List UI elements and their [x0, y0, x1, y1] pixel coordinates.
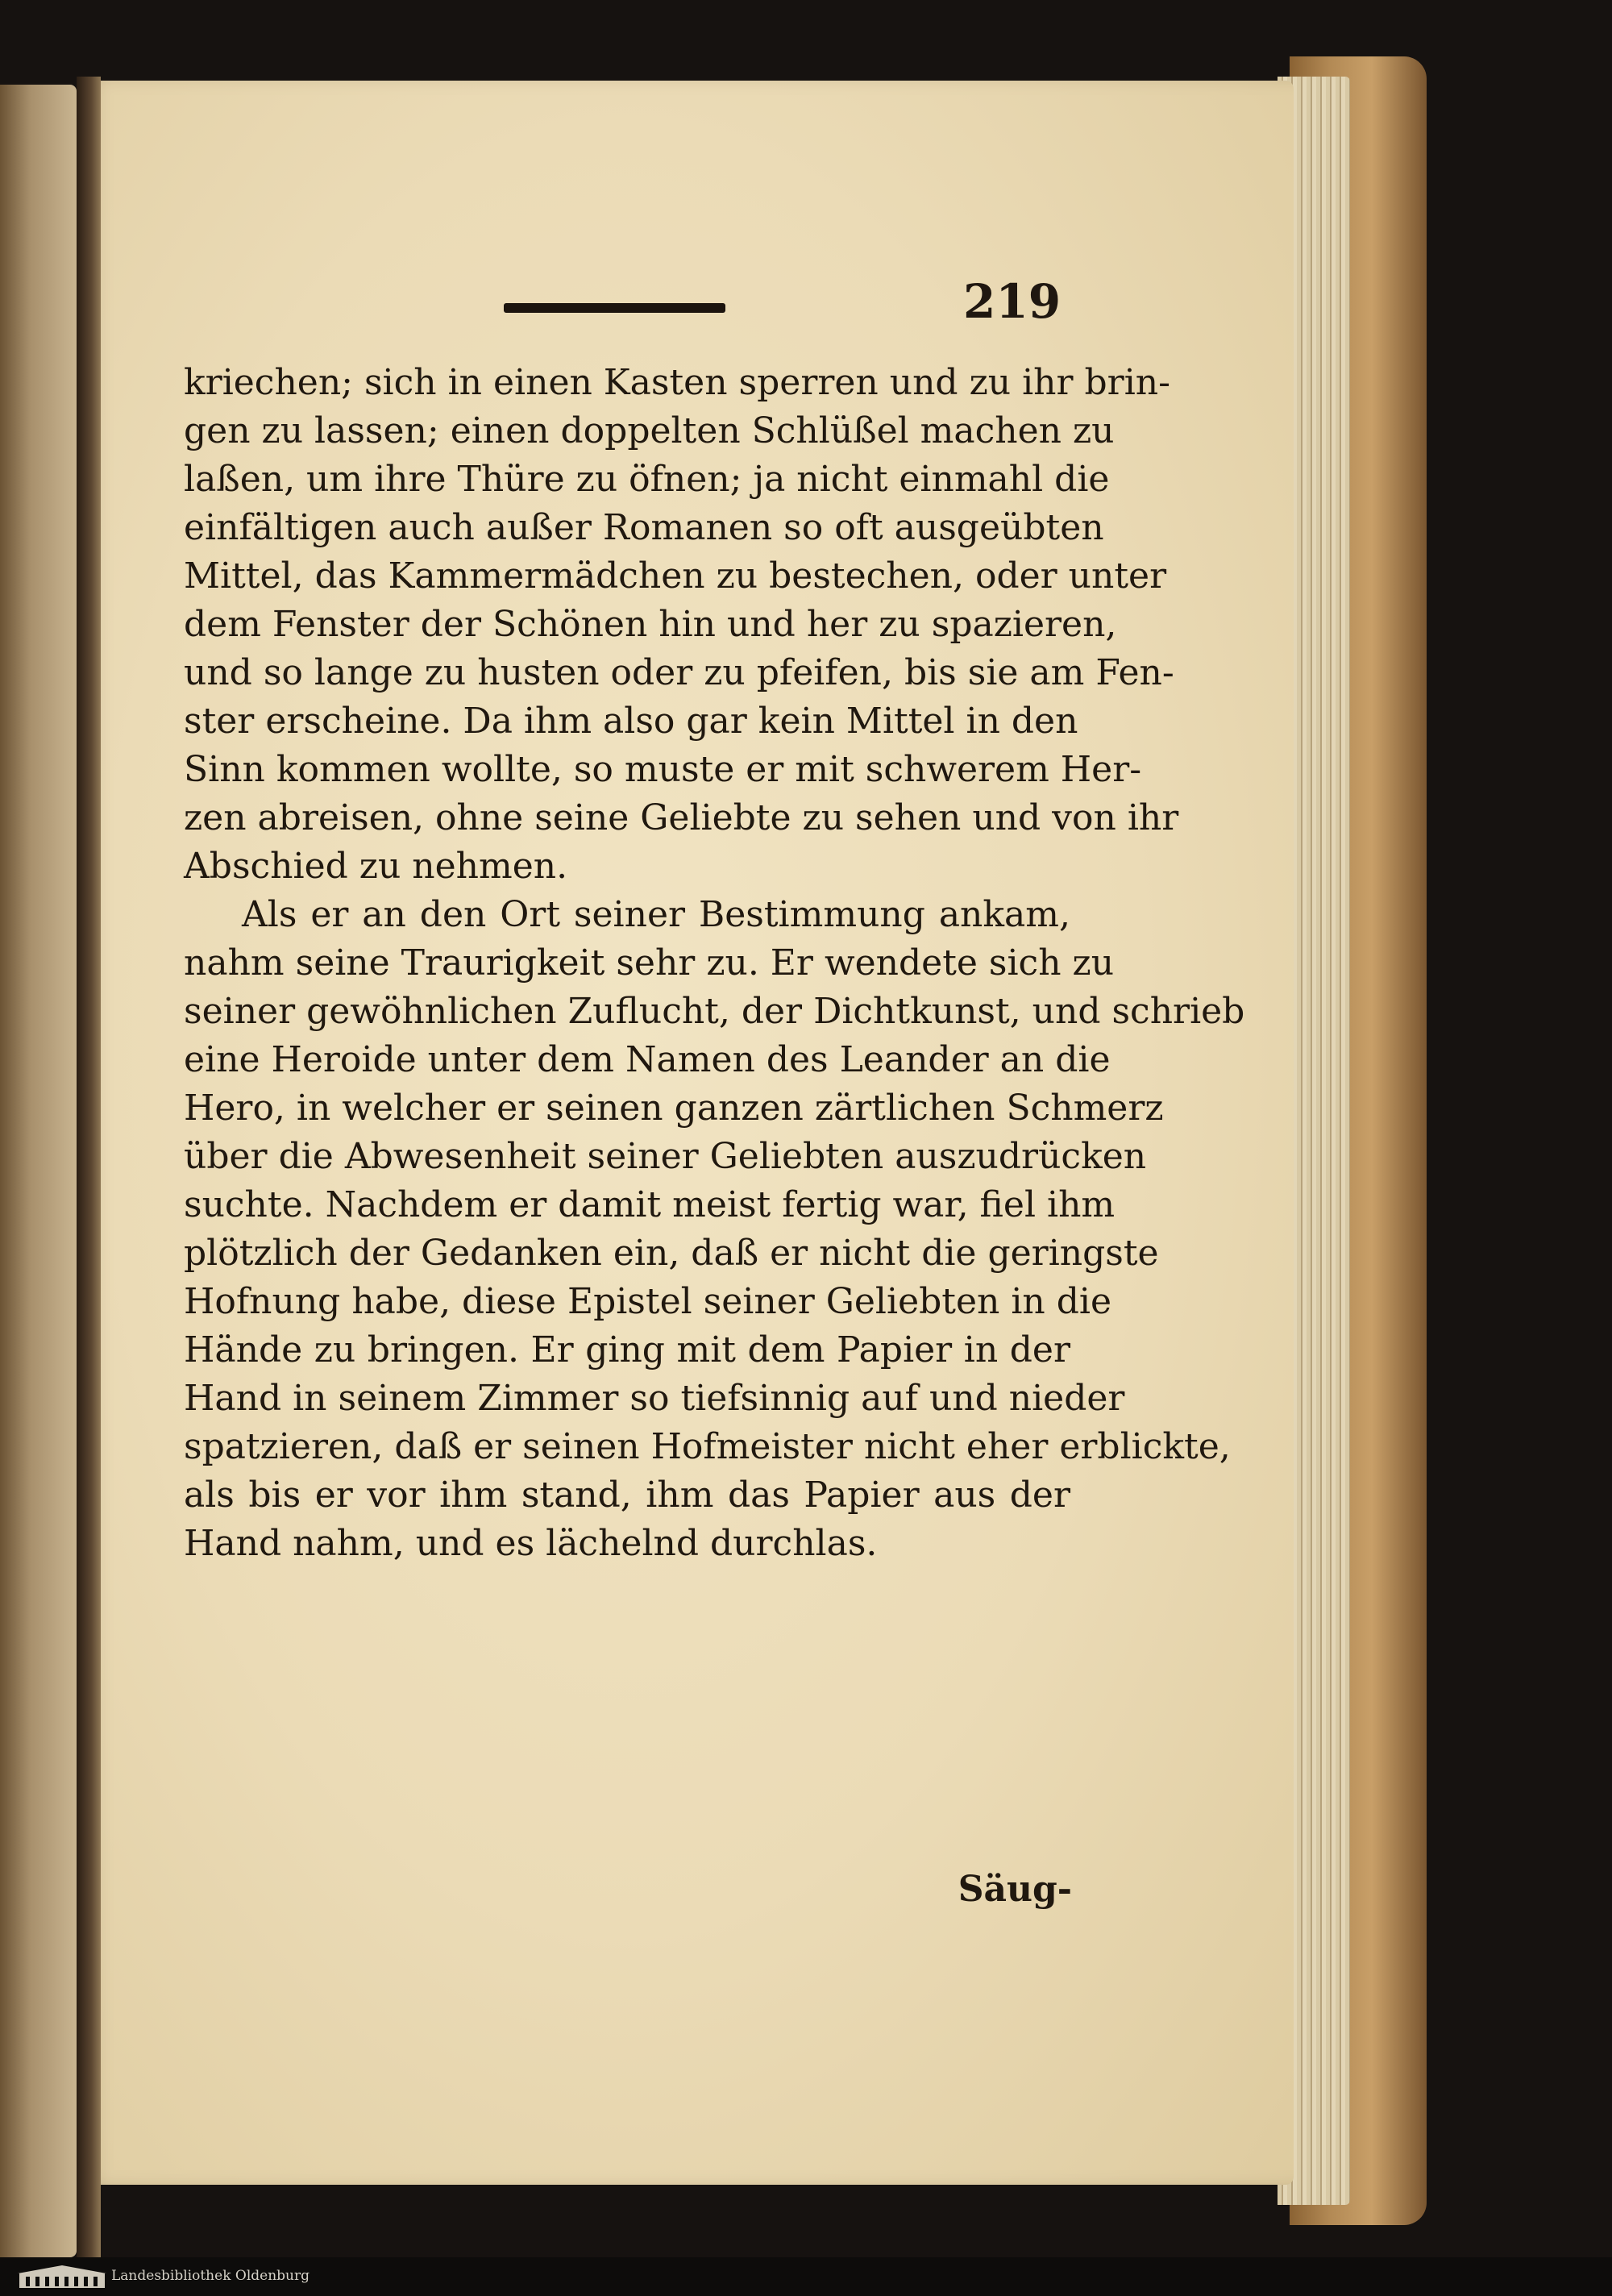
text-line: gen zu lassen; einen doppelten Schlüßel machen zu [184, 410, 1115, 451]
library-building-icon [18, 2264, 106, 2290]
text-line: über die Abwesenheit seiner Geliebten auszudrücken [184, 1136, 1147, 1177]
text-line: Hand in seinem Zimmer so tiefsinnig auf und nieder [184, 1378, 1125, 1419]
text-line: Als er an den Ort seiner Bestimmung ankam, [242, 894, 1070, 935]
library-name: Landesbibliothek Oldenburg [111, 2268, 310, 2284]
text-line: dem Fenster der Schönen hin und her zu spazieren, [184, 604, 1117, 645]
catchword: Säug- [958, 1869, 1072, 1910]
text-line: nahm seine Traurigkeit sehr zu. Er wendete sich zu [184, 942, 1115, 984]
text-line: spatzieren, daß er seinen Hofmeister nicht eher erblickte, [184, 1426, 1231, 1467]
text-line: Abschied zu nehmen. [184, 846, 568, 887]
text-line: Hand nahm, und es lächelnd durchlas. [184, 1523, 878, 1564]
book-gutter [77, 77, 101, 2261]
text-line: als bis er vor ihm stand, ihm das Papier aus der [184, 1475, 1070, 1516]
text-line: Hände zu bringen. Er ging mit dem Papier in der [184, 1329, 1070, 1371]
facing-page-edge [0, 85, 77, 2257]
text-line: und so lange zu husten oder zu pfeifen, bis sie am Fen- [184, 652, 1174, 693]
text-line: zen abreisen, ohne seine Geliebte zu sehen und von ihr [184, 797, 1179, 838]
text-line: ster erscheine. Da ihm also gar kein Mittel in den [184, 701, 1078, 742]
page-number: 219 [963, 274, 1062, 329]
footer-bar [0, 2257, 1612, 2296]
text-line: einfältigen auch außer Romanen so oft ausgeübten [184, 507, 1104, 548]
text-line: kriechen; sich in einen Kasten sperren und zu ihr brin- [184, 362, 1170, 403]
text-line: eine Heroide unter dem Namen des Leander an die [184, 1039, 1111, 1080]
header-rule [504, 303, 725, 313]
text-line: Mittel, das Kammermädchen zu bestechen, oder unter [184, 555, 1167, 597]
text-line: suchte. Nachdem er damit meist fertig war, fiel ihm [184, 1184, 1116, 1225]
text-line: laßen, um ihre Thüre zu öfnen; ja nicht einmahl die [184, 459, 1110, 500]
text-line: Sinn kommen wollte, so muste er mit schwerem Her- [184, 749, 1142, 790]
text-line: seiner gewöhnlichen Zuflucht, der Dichtkunst, und schrieb [184, 991, 1245, 1032]
text-line: Hofnung habe, diese Epistel seiner Geliebten in die [184, 1281, 1112, 1322]
text-line: plötzlich der Gedanken ein, daß er nicht die geringste [184, 1233, 1159, 1274]
text-line: Hero, in welcher er seinen ganzen zärtlichen Schmerz [184, 1088, 1164, 1129]
